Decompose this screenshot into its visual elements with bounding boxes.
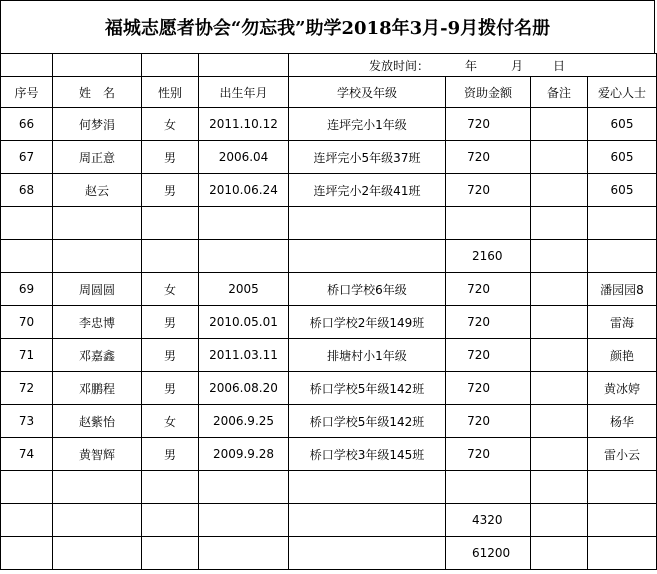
header-donor[interactable]: 爱心人士 [588, 77, 657, 108]
header-no[interactable]: 序号 [1, 77, 53, 108]
header-name[interactable]: 姓 名 [53, 77, 142, 108]
header-birth[interactable]: 出生年月 [199, 77, 289, 108]
header-gender[interactable]: 性别 [142, 77, 199, 108]
roster-table [0, 53, 657, 570]
subtotal-row [1, 240, 657, 273]
issue-date-label: 发放时间： [369, 58, 430, 73]
grand-total-row [1, 537, 657, 570]
table-row: 66 何梦涓 女 2011.10.12 连坪完小1年级 720 605 [1, 108, 657, 141]
table-row: 73 赵紫怡 女 2006.9.25 桥口学校5年级142班 720 杨华 [1, 405, 657, 438]
table-row: 71 邓嘉鑫 男 2011.03.11 排塘村小1年级 720 颜艳 [1, 339, 657, 372]
empty-row [1, 471, 657, 504]
issue-date-row [1, 54, 657, 77]
header-row [1, 77, 657, 108]
header-school[interactable]: 学校及年级 [289, 77, 446, 108]
header-amount[interactable]: 资助金额 [446, 77, 531, 108]
table-row: 70 李忠博 男 2010.05.01 桥口学校2年级149班 720 雷海 [1, 306, 657, 339]
table-row: 69 周圆圆 女 2005 桥口学校6年级 720 潘园园8 [1, 273, 657, 306]
subtotal-value[interactable]: 4320 [446, 504, 531, 537]
grand-total-value[interactable]: 61200 [446, 537, 531, 570]
table-row: 67 周正意 男 2006.04 连坪完小5年级37班 720 605 [1, 141, 657, 174]
subtotal-value[interactable]: 2160 [446, 240, 531, 273]
issue-date-cell[interactable] [289, 54, 657, 77]
subtotal-row [1, 504, 657, 537]
table-row: 74 黄智辉 男 2009.9.28 桥口学校3年级145班 720 雷小云 [1, 438, 657, 471]
page-title: 福城志愿者协会“勿忘我”助学2018年3月-9月拨付名册 [0, 0, 655, 53]
issue-month-label: 月 [511, 58, 524, 73]
issue-day-label: 日 [553, 58, 566, 73]
table-row: 68 赵云 男 2010.06.24 连坪完小2年级41班 720 605 [1, 174, 657, 207]
empty-row [1, 207, 657, 240]
table-row: 72 邓鹏程 男 2006.08.20 桥口学校5年级142班 720 黄冰婷 [1, 372, 657, 405]
issue-year-label: 年 [465, 58, 478, 73]
header-note[interactable]: 备注 [531, 77, 588, 108]
